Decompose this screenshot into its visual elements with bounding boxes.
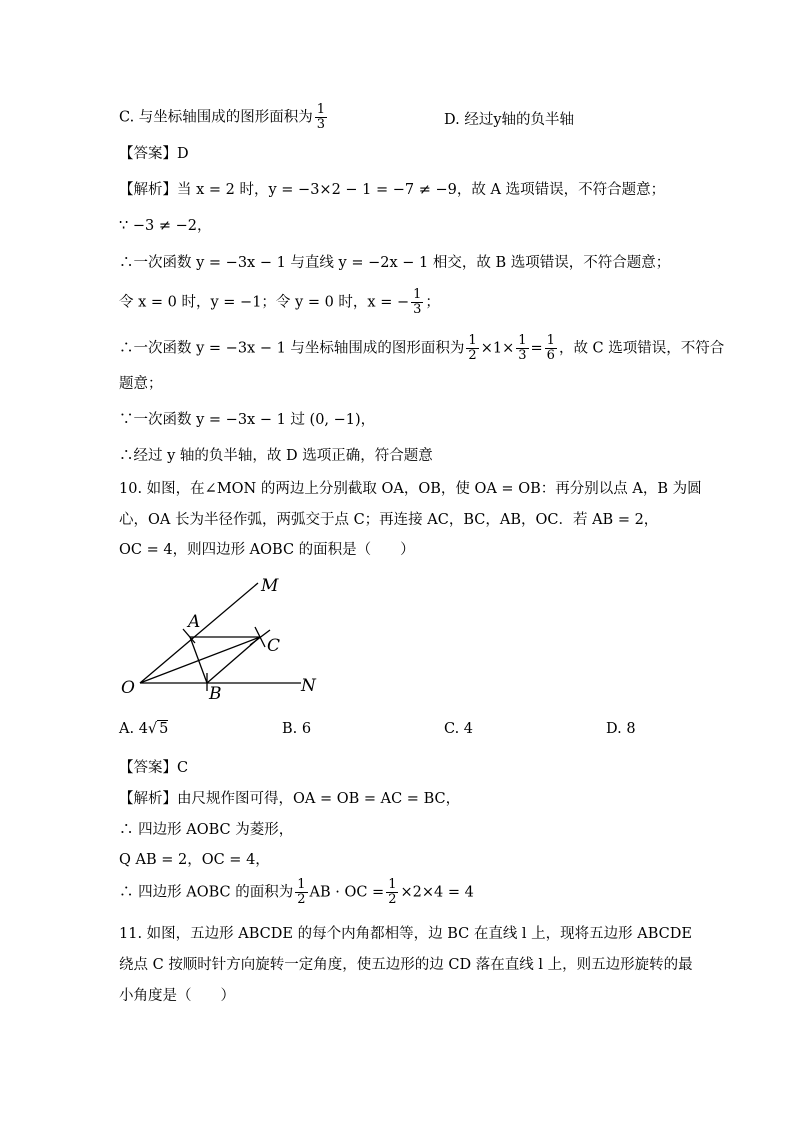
q9-analysis-5-end: ，故 C 选项错误，不符合 — [558, 340, 725, 357]
q10-analysis-1: 【解析】由尺规作图可得，OA = OB = AC = BC， — [119, 791, 461, 807]
label-c: C — [267, 636, 281, 656]
frac-den: 2 — [468, 348, 477, 363]
ray-om — [140, 583, 258, 683]
frac-den: 2 — [297, 892, 306, 907]
q9-analysis-3: ∴一次函数 y = −3x − 1 与直线 y = −2x − 1 相交，故 B 选项错误，不符合题意； — [119, 255, 671, 271]
q9-analysis-5-mult: ×1× — [480, 340, 515, 357]
q10-analysis-2: ∴ 四边形 AOBC 为菱形， — [119, 822, 294, 838]
frac-num: 1 — [413, 287, 422, 302]
q9-analysis-1: 【解析】当 x = 2 时，y = −3×2 − 1 = −7 ≠ −9，故 A 选项错误，不符合题意； — [119, 182, 666, 198]
q9-option-c — [119, 103, 329, 132]
fraction — [466, 334, 478, 363]
q10-answer: 【答案】C — [119, 760, 189, 776]
q9-analysis-5-eq: = — [530, 340, 543, 357]
q11-stem-2: 绕点 C 按顺时针方向旋转一定角度，使五边形的边 CD 落在直线 l 上，则五边形旋转的最 — [119, 957, 693, 973]
q9-analysis-5-text: ∴一次函数 y = −3x − 1 与坐标轴围成的图形面积为 — [119, 340, 465, 357]
q9-analysis-5 — [119, 334, 724, 363]
frac-num: 1 — [316, 102, 326, 117]
fraction — [295, 878, 307, 907]
q11-stem-3: 小角度是（ ） — [119, 988, 235, 1004]
frac-den: 3 — [316, 117, 326, 132]
q10-option-d: D. 8 — [606, 721, 636, 737]
q10-figure — [115, 575, 335, 705]
frac-num: 1 — [297, 877, 306, 892]
q10-option-a-text: A. 4 — [119, 721, 148, 737]
label-m: M — [261, 576, 279, 596]
q10-option-c: C. 4 — [444, 721, 474, 737]
frac-num: 1 — [388, 877, 397, 892]
q10-analysis-3: Q AB = 2，OC = 4， — [119, 852, 270, 868]
q10-option-a: A. 4√ 5 — [119, 721, 169, 737]
frac-num: 1 — [518, 333, 527, 348]
q9-option-d: D. 经过y轴的负半轴 — [444, 112, 575, 128]
fraction — [545, 334, 557, 363]
q9-analysis-7: ∵一次函数 y = −3x − 1 过 (0, −1)， — [119, 412, 376, 428]
frac-num: 1 — [468, 333, 477, 348]
q9-analysis-2: ∵ −3 ≠ −2， — [119, 218, 212, 234]
q9-analysis-8: ∴经过 y 轴的负半轴，故 D 选项正确，符合题意 — [119, 448, 433, 464]
q10-analysis-4-text: ∴ 四边形 AOBC 的面积为 — [119, 884, 294, 901]
q11-stem-1: 11. 如图，五边形 ABCDE 的每个内角都相等，边 BC 在直线 l 上，现将五边形 ABCDE — [119, 926, 692, 942]
fraction — [411, 288, 423, 317]
frac-den: 6 — [546, 348, 555, 363]
q9-analysis-4 — [119, 288, 440, 317]
q9-analysis-6: 题意； — [119, 376, 163, 392]
q9-answer: 【答案】D — [119, 146, 189, 162]
q10-option-b: B. 6 — [282, 721, 312, 737]
q10-stem-3: OC = 4，则四边形 AOBC 的面积是（ ） — [119, 542, 415, 558]
q10-analysis-4-end: ×2×4 = 4 — [400, 884, 474, 901]
segment-oc — [140, 637, 260, 683]
frac-den: 3 — [413, 302, 422, 317]
q10-analysis-4 — [119, 878, 474, 907]
fraction — [315, 103, 327, 132]
frac-den: 3 — [518, 348, 527, 363]
q10-stem-1: 10. 如图，在∠MON 的两边上分别截取 OA，OB，使 OA = OB：再分别以点 A，B 为圆 — [119, 481, 702, 497]
q10-stem-2: 心，OA 长为半径作弧，两弧交于点 C；再连接 AC，BC，AB，OC．若 AB = 2， — [119, 512, 659, 528]
label-o: O — [121, 678, 135, 698]
q9-analysis-4-text: 令 x = 0 时，y = −1；令 y = 0 时，x = − — [119, 294, 410, 311]
label-a: A — [188, 612, 201, 632]
frac-den: 2 — [388, 892, 397, 907]
fraction — [516, 334, 528, 363]
q10-analysis-4-mid: AB · OC = — [309, 884, 385, 901]
label-n: N — [301, 676, 316, 696]
fraction — [386, 878, 398, 907]
label-b: B — [209, 684, 222, 704]
frac-num: 1 — [546, 333, 555, 348]
q9-option-c-text: C. 与坐标轴围成的图形面积为 — [119, 109, 313, 126]
q9-analysis-4-end: ； — [425, 294, 440, 311]
sqrt-radicand: 5 — [159, 721, 169, 737]
